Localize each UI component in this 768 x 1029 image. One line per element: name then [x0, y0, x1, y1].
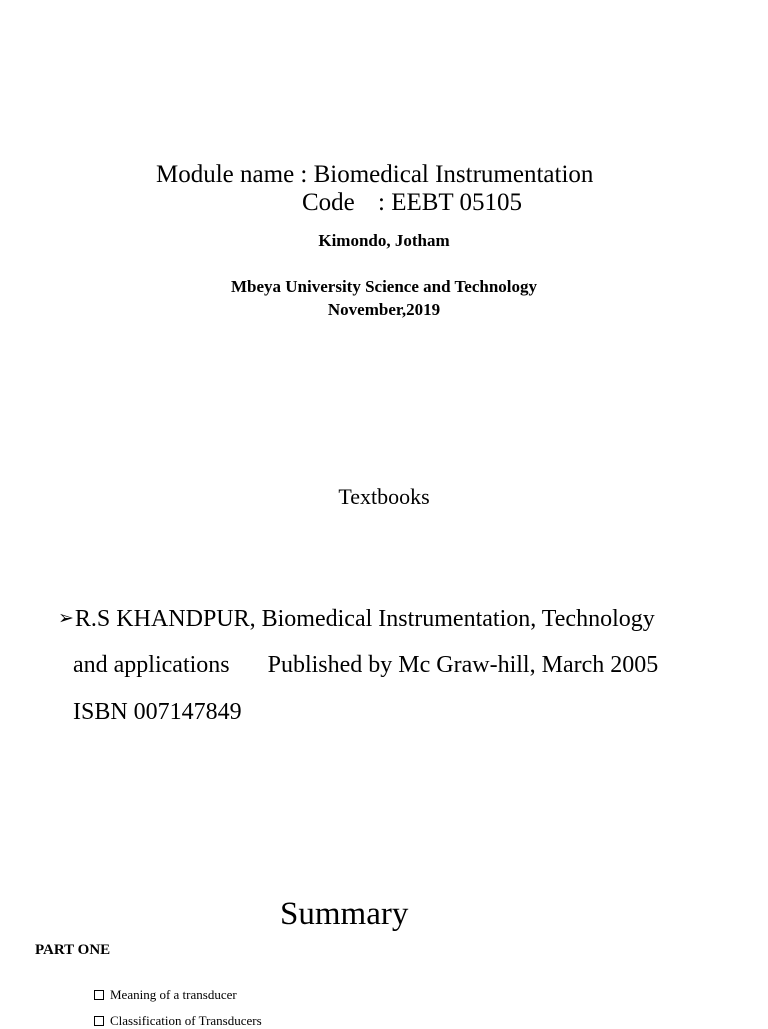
summary-item-text: Meaning of a transducer — [110, 987, 237, 1002]
checkbox-bullet-icon — [94, 990, 104, 1000]
module-name-line — [156, 161, 593, 189]
textbook-entry-publisher: Published by Mc Graw-hill, March 2005 — [267, 652, 659, 678]
module-code-line — [302, 189, 522, 217]
textbook-entry-subtitle: and applications — [73, 652, 230, 678]
module-code-label: Code — [302, 189, 355, 216]
textbook-entry-line-1 — [58, 606, 655, 633]
author-name: Kimondo, Jotham — [318, 231, 450, 250]
summary-item-text: Classification of Transducers — [110, 1013, 262, 1028]
textbook-entry-title: R.S KHANDPUR, Biomedical Instrumentation, Technology — [74, 606, 655, 632]
checkbox-bullet-icon — [94, 1016, 104, 1026]
document-date: November,2019 — [327, 300, 441, 319]
textbook-entry-line-2 — [73, 652, 658, 679]
summary-list-item — [94, 987, 237, 1003]
arrow-bullet-icon: ➢ — [58, 608, 74, 629]
module-name-value: Biomedical Instrumentation — [313, 161, 594, 188]
textbook-entry-isbn: ISBN 007147849 — [73, 699, 242, 725]
summary-list-item — [94, 1013, 262, 1029]
module-name-label: Module name : — [156, 161, 308, 188]
institution-name: Mbeya University Science and Technology — [230, 277, 537, 296]
textbooks-heading: Textbooks — [338, 484, 430, 509]
part-one-title: PART ONE — [35, 942, 111, 958]
module-code-value: : EEBT 05105 — [378, 189, 522, 216]
summary-title: Summary — [280, 896, 409, 932]
